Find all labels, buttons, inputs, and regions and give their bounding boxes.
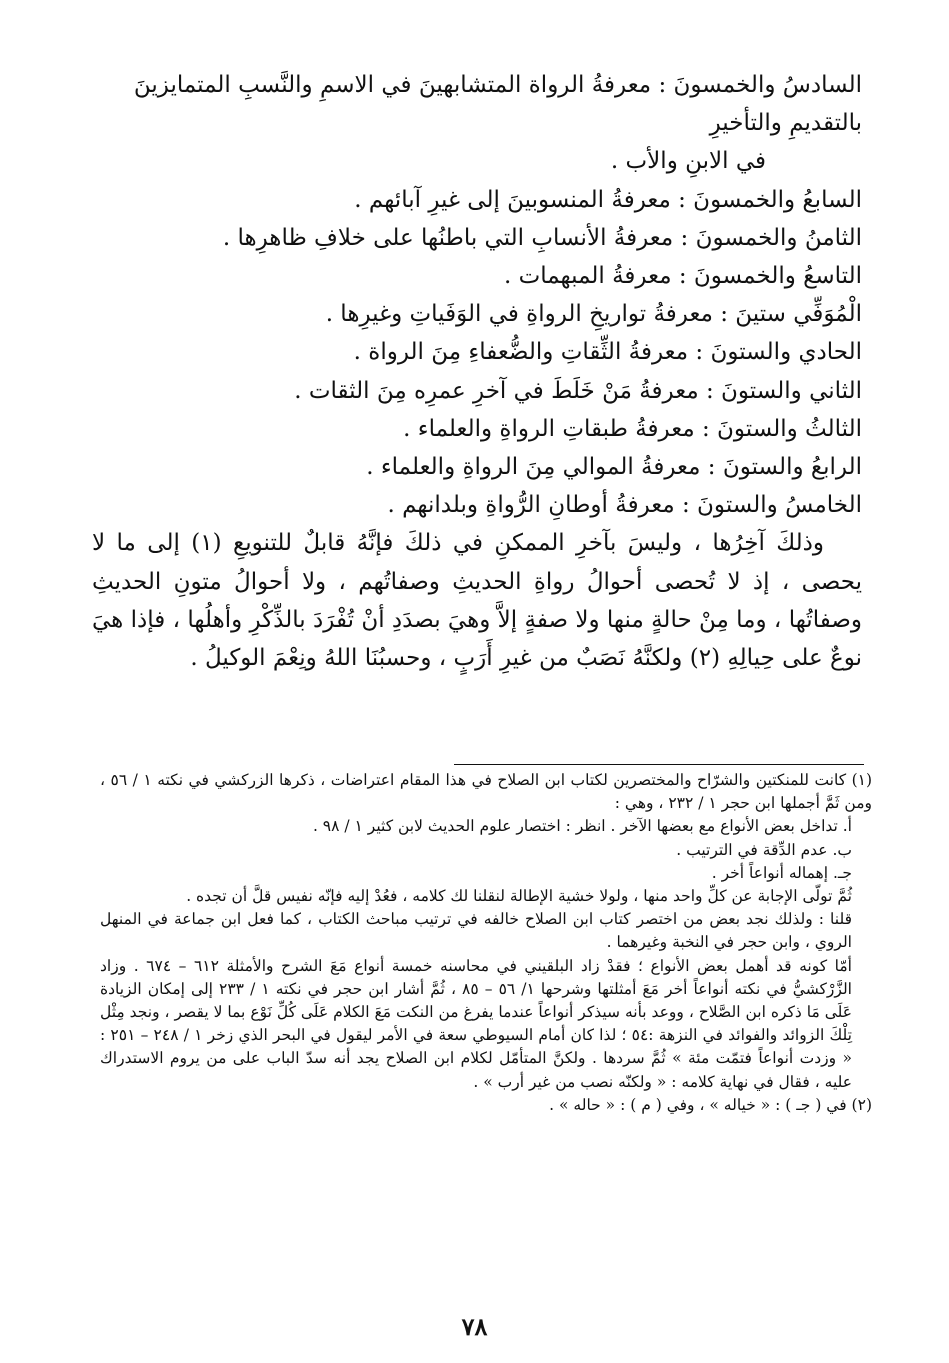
list-line-63: الثالثُ والستونَ : معرفةُ طبقاتِ الرواةِ والعلماء . — [403, 415, 862, 442]
list-line-58: الثامنُ والخمسونَ : معرفةُ الأنسابِ التي باطنُها على خلافِ ظاهرِها . — [222, 224, 862, 251]
main-text — [92, 66, 862, 677]
footnote-1-additions: أمّا كونه قد أهمل بعض الأنواع ؛ فقدْ زاد البلقيني في محاسنه خمسة أنواع مَعَ الشرح والأمثلة ٦١٢ – ٦٧٤ . وزاد الزَّرْكشيُّ في نكته أنواعاً أخر مَعَ أمثلتها وشرحها ١/ ٥٦ – ٨٥ ، ثُمَّ أشار ابن حجر في نكته ١ / ٢٣٣ إلى إمكان الزيادة عَلَى مَا ذكره ابن الصَّلاح ، ووعد بأنه سيذكر أنواعاً عندما يفرغ من النكت مَعَ الكلام عَلَى كُلِّ نَوْع بما لا يقصر ، ونجد مِثْل تِلْكَ الزوائد والفوائد في النزهة :٥٤ ؛ لذا كان أمام السيوطي سعة في الأمر ليقول في البحر الذي زخر ١ / ٢٤٨ – ٢٥١ : « وزدت أنواعاً فتمّت مئة » ثُمَّ سردها . ولكنَّ المتأمّل لكلام ابن الصلاح يجد أنه سدّ الباب على من يروم الاستدراك عليه ، فقال في نهاية كلامه : « ولكنّه نصب من غير أرب » . — [100, 956, 852, 1091]
footnote-1-item-b: ب. عدم الدِّقة في الترتيب . — [676, 840, 852, 859]
footnote-1-item-c: جـ. إهماله أنواعاً أخر . — [711, 863, 852, 882]
list-line-60: الْمُوَفِّي ستينَ : معرفةُ تواريخِ الرواةِ في الوَفَياتِ وغيرِها . — [325, 301, 862, 328]
list-line-57: السابعُ والخمسونَ : معرفةُ المنسوبينَ إلى غيرِ آبائهم . — [354, 186, 862, 213]
list-line-62: الثاني والستونَ : معرفةُ مَنْ خَلَطَ في آخرِ عمرِه مِنَ الثقات . — [294, 377, 862, 404]
footnote-1-item-a: أ. تداخل بعض الأنواع مع بعضها الآخر . انظر : اختصار علوم الحديث لابن كثير ١ / ٩٨ . — [312, 817, 852, 836]
footnote-1-comment: قلنا : ولذلك نجد بعض من اختصر كتاب ابن الصلاح خالفه في ترتيب مباحث الكتاب ، كما فعل ابن جماعة في المنهل الروي ، وابن حجر في النخبة وغيرهما . — [100, 910, 852, 952]
list-line-65: الخامسُ والستونَ : معرفةُ أوطانِ الرُّواةِ وبلدانهم . — [387, 492, 862, 519]
footnote-2: (٢) في ( جـ ) : « خياله » ، وفي ( م ) : « حاله » . — [549, 1095, 872, 1114]
list-line-59: التاسعُ والخمسونَ : معرفةُ المبهمات . — [503, 263, 862, 290]
footnote-1: (١) كانت للمنكتين والشرّاح والمختصرين لكتاب ابن الصلاح في هذا المقام اعتراضات ، ذكرها الزركشي في نكته ١ / ٥٦ ، ومن ثَمَّ أجملها ابن حجر ١ / ٢٣٢ ، وهي : — [100, 771, 873, 813]
list-line-64: الرابعُ والستونَ : معرفةُ الموالي مِنَ الرواةِ والعلماء . — [366, 454, 862, 481]
list-line-56: السادسُ والخمسونَ : معرفةُ الرواة المتشابهينَ في الاسمِ والنَّسبِ المتمايزينَ بالتقديمِ والتأخيرِ — [133, 72, 862, 137]
list-line-61: الحادي والستونَ : معرفةُ الثِّقاتِ والضُّعفاءِ مِنَ الرواة . — [353, 339, 862, 366]
page-number: ٧٨ — [461, 1312, 488, 1341]
footnote-divider — [454, 764, 864, 765]
closing-paragraph: وذلكَ آخِرُها ، وليسَ بآخرِ الممكنِ في ذلكَ فإنَّهُ قابلٌ للتنويعِ (١) إلى ما لا يحصى ، إذ لا تُحصى أحوالُ رواةِ الحديثِ وصفاتُهم ، ولا أحوالُ متونِ الحديثِ وصفاتُها ، وما مِنْ حالةٍ منها ولا صفةٍ إلاَّ وهيَ بصدَدِ أنْ تُفْرَدَ بالذِّكْرِ وأهلُها ، فإذا هيَ نوعٌ على حِيالِهِ (٢) ولكنَّهُ نَصَبٌ من غيرِ أَرَبٍ ، وحسبُنَا اللهُ ونِعْمَ الوكيلُ . — [92, 530, 862, 672]
footnotes — [100, 769, 872, 1117]
list-line-56-continued: في الابنِ والأب . — [610, 148, 766, 175]
footnote-1-response: ثُمَّ تولّى الإجابة عن كلِّ واحد منها ، ولولا خشية الإطالة لنقلنا لك كلامه ، فعُدْ إليه فإنّه نفيس قلَّ أن تجده . — [186, 887, 852, 906]
